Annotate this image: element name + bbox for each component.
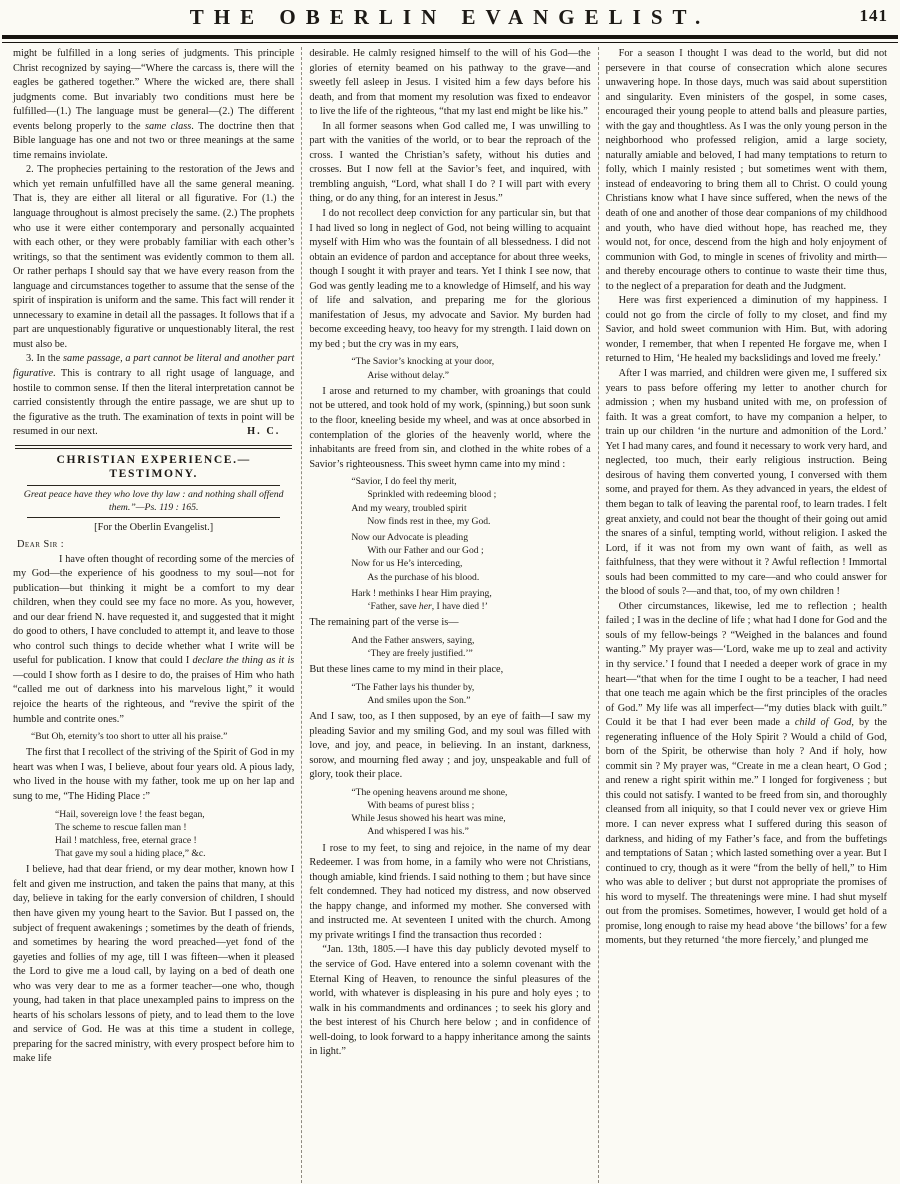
paragraph: But these lines came to my mind in their place,	[309, 664, 504, 676]
verse-line: As the purchase of his blood.	[367, 571, 480, 583]
section-rule	[27, 485, 280, 486]
verse-line: Arise without delay.”	[367, 369, 450, 381]
hymn-verse	[351, 475, 590, 528]
paragraph: 2. The prophecies pertaining to the restoration of the Jews and which yet remain unfulfilled have all the same general meaning. That is, they are either all literal or all figurative. For (1.) the language throughout is almost precisely the same. (2.) The prophets who use it were either contemporary and personally acquainted with each other, or they were probably familiar with each other’s writings, so that the sentiment was evidently common to them all. Or rather perhaps I should say that we have every reason from the language and circumstances together to assume that the sense of the spirit of inspiration is uniform and the same. This fact will render it unnecessary to examine in detail all the passages. It follows that if a part are unquestionably figurative or unquestionably literal, the rest must also be.	[13, 164, 295, 350]
paragraph: For a season I thought I was dead to the world, but did not persevere in that course of consecration which alone secures unwavering hope. In those days, much was said about superstition and singularity. Even ministers of the gospel, in some cases, encouraged their young people to attend balls and pleasure parties, with the gay and thoughtless. As I was the only young person in the neighborhood who professed religion, amid a large society, naturally amiable and beloved, I had many temptations to return to folly, which I mainly resisted ; but sometimes went with them, instead of endeavoring to bring them all to Christ. O could young Christians know what I have since suffered, when the news of the death of one and another of those dear companions of my childhood and youth, who have died without hope, has reached me, they would not, for once, descend from the high and holy enjoyment of communion with God, to mingle in scenes of frivolity and mirth—and thereby encourage others to continue to waste their time thus, to the neglect of a preparation for death and the Judgment.	[605, 48, 887, 292]
hymn-verse	[351, 531, 590, 584]
paragraph: The remaining part of the verse is—	[309, 617, 459, 629]
paragraph: Here was first experienced a diminution of my happiness. I could not go from the circle of folly to my closet, and find my Savior, and hold sweet communion with Him. But, with adoring wonder, I remember, that when I repented He forgave me, when I returned to Him, ‘He healed my backslidings and loved me freely.’	[605, 295, 887, 365]
verse-line: “Savior, I do feel thy merit,	[351, 476, 457, 488]
verse-line: “The Savior’s knocking at your door,	[351, 356, 495, 368]
column-1	[6, 47, 301, 1183]
paragraph: The first that I recollect of the striving of the Spirit of God in my heart was when I was, I believe, about four years old. A pious lady, who lived in the house with my father, took me up on her lap and sung to me, “The Hiding Place :”	[13, 747, 295, 802]
hymn-verse	[351, 786, 590, 839]
verse-line: Hail ! matchless, free, eternal grace !	[55, 834, 197, 846]
verse-line: “The Father lays his thunder by,	[351, 681, 475, 693]
verse-line: “Hail, sovereign love ! the feast began,	[55, 808, 205, 820]
hymn-verse	[55, 808, 294, 861]
verse-line: Hark ! methinks I hear Him praying,	[351, 587, 492, 599]
column-3	[599, 47, 894, 1183]
verse-line: ‘They are freely justified.’”	[367, 647, 473, 659]
salutation: Dear Sir :	[17, 539, 65, 550]
paragraph: I arose and returned to my chamber, with groanings that could not be uttered, and took hold of my work, (spinning,) but soon sunk to the floor, kneeling beside my wheel, and was at once absorbed in contemplation of the glories of the heavenly world, where the inhabitants are freed from sin, and clothed in the white robes of a Savior’s righteousness. This sweet hymn came into my mind :	[309, 385, 591, 470]
verse-line: And smiles upon the Son.”	[367, 694, 471, 706]
paragraph: I rose to my feet, to sing and rejoice, in the name of my dear Redeemer. I was from home, in a family who were not Christians, though amiable, kind friends. I said nothing to them ; but have since felt condemned. They had noticed my distress, and now observed the happy change, and informed my mother. She conversed with and instructed me. At seventeen I united with the church. Among my private writings I find the transaction thus recorded :	[309, 842, 591, 941]
paragraph: I believe, had that dear friend, or my dear mother, known how I felt and given me instruction, and taken the pains that many, at this day, believe in taking for the early conversion of children, I should then have given my young heart to the Savior. But I passed on, the subject of frequent awakenings ; sometimes by the death of friends, and sometimes by hearing the word preached—yet fond of the gayeties and follies of my age, till I was fifteen—when it pleased the Lord to give me a loud call, by laying on a bed of death one who was very dear to me as a former teacher—one who, though young, had taken in that place unexampled pains to impress on the hearts of his scholars lessons of piety, and to lead them to the love and service of God. He was at this time a student in college, preparing for the sacred ministry, with every prospect before him to make life	[13, 864, 295, 1065]
paragraph: And I saw, too, as I then supposed, by an eye of faith—I saw my pleading Savior and my smiling God, and my soul was filled with love, and joy, and peace, in believing. In an instant, darkness, sorow, and mourning fled away ; and joy, unspeakable and full of glory, took their place.	[309, 711, 591, 781]
verse-line: “The opening heavens around me shone,	[351, 786, 508, 798]
verse-line: Sprinkled with redeeming blood ;	[367, 489, 497, 501]
paragraph: Other circumstances, likewise, led me to reflection ; health failed ; I was in the decline of life ; what had I done for God and the souls of my fellow-beings ? “Weighed in the balances and found wanting.” My prayer was—‘Lord, wake me up to zeal and activity in thy service.’ I found that I needed a deeper work of grace in my heart—“that when for the time I ought to be a teacher, I had need that one teach me again which be the first principles of the oracles of God.” My life was all imperfect—“my duties black with guilt.” Could it be that I had ever been made a child of God, by the regenerating influence of the Holy Spirit ? Would a child of God, born of the Spirit, be otherwise than holy ? And if holy, how commit sin ? My prayer was, “Create in me a clean heart, O God ; and renew a right spirit within me.” I longed for forgiveness ; but this could not satisfy. I wanted to be freed from sin, and thoroughly cleansed from all iniquity, so that I could never vex or grieve Him more. I can never express what I suffered during this season of darkness, and hiding of my Father’s face, and from the buffetings and temptations of Satan ; which lasted something over a year. But I continued to cry, though as it were “from the belly of hell,” to Him who was able to deliver ; but durst not appropriate the promises of his word to myself. The threatenings were mine. I had shut myself out from the promises. Sometimes, however, I would get hold of a promise, long enough to raise my head above ‘the billows’ for a few moments, but they returned ‘the more fiercely,’ and plunged me	[605, 600, 887, 947]
article-heading: CHRISTIAN EXPERIENCE.—TESTIMONY.	[56, 452, 251, 481]
masthead-rule	[2, 35, 898, 43]
verse-line: And my weary, troubled spirit	[351, 502, 467, 514]
scripture-epigraph: Great peace have they who love thy law : and nothing shall offend them.”—Ps. 119 : 165.	[23, 488, 284, 513]
paragraph: After I was married, and children were given me, I suffered six years to pass before offering my letter to another church for admission ; when my husband united with me, on profession of faith. It was a great comfort, to have my companion a helper, to train up our children ‘in the nurture and admonition of the Lord.’ Yet I had many cares, and found it necessary to work very hard, and neglected, too much, their early religious instruction. Being desirous of having them converted young, I conversed with them some, and prayed for them. As they advanced in years, the eldest of them began to talk of leaving the parental roof, to learn trades. I felt great anxiety, and could not bear the thought of their going out amid the snares of a sinful, tempting world, without religion. I asked the Lord, if it was not from my own want of faith, as well as faithfulness, that they were without it ? Awful reflection ! Immortal souls had been committed to my care—and who could answer for the blood of souls ?—and that, too, of my own children !	[605, 368, 887, 598]
paragraph: “Jan. 13th, 1805.—I have this day publicly devoted myself to the service of God. Have entered into a solemn covenant with the Eternal King of Heaven, to renounce the sinful pleasures of the world, with whatever is displeasing in his pure and holy eyes ; to walk in his commandments and ordinances ; to seek his glory and the best interest of his Church here below ; and in confidence of well-doing, to look forward to a happy inheritance among the saints in light.”	[309, 944, 591, 1058]
verse-line: Now for us He’s interceding,	[351, 558, 463, 570]
verse-line: And the Father answers, saying,	[351, 634, 475, 646]
hymn-verse	[351, 634, 590, 660]
column-2	[302, 47, 597, 1183]
page-number: 141	[859, 6, 888, 25]
verse-line: ‘Father, save her, I have died !’	[367, 601, 488, 612]
masthead	[0, 0, 900, 34]
verse-line: Now finds rest in thee, my God.	[367, 515, 491, 527]
verse-line: With our Father and our God ;	[367, 545, 484, 557]
verse-line: While Jesus showed his heart was mine,	[351, 813, 506, 825]
paragraph: In all former seasons when God called me, I was unwilling to part with the vanities of the world, or to bear the reproach of the cross. I wanted the Christian’s safety, without his duties and crosses. But I now fell at the Savior’s feet, and inquired, with trembling anguish, “Lord, what shall I do ? I will part with every thing, or do any thing, for an interest in Jesus.”	[309, 120, 591, 205]
paragraph: desirable. He calmly resigned himself to the will of his God—the glories of eternity beamed on his pathway to the grave—and sweetly fell asleep in Jesus. I visited him a few days before his death, and from that moment my resolution was fixed to endeavor to live the life of the righteous, “that my last end might be like his.”	[309, 48, 591, 118]
newspaper-title: THE OBERLIN EVANGELIST.	[189, 5, 711, 29]
author-initials: H. C.	[247, 426, 281, 438]
paragraph: I do not recollect deep conviction for any particular sin, but that I had lived so long in neglect of God, not being willing to acquaint myself with Him who was the fountain of all blessedness. I did not obtain an evidence of pardon and acceptance for about three weeks, though I sought it with prayer and tears. Yet I think I see now, that God was gently leading me to a knowledge of Himself, and his way of life and salvation, and preparing me for the glorious manifestation of Jesus, my advocate and Savior. My burden had become exceeding heavy, too heavy for my strength. I laid down on my bed ; but the cry was in my ears,	[309, 208, 591, 350]
hymn-verse	[351, 587, 590, 613]
section-double-rule	[15, 445, 292, 449]
hymn-verse	[351, 355, 590, 381]
verse-line: That gave my soul a hiding place,” &c.	[55, 848, 206, 860]
verse-line: The scheme to rescue fallen man !	[55, 821, 187, 833]
inline-quote: “But Oh, eternity’s too short to utter all his praise.”	[31, 731, 228, 743]
verse-line: Now our Advocate is pleading	[351, 531, 469, 543]
hymn-verse	[351, 681, 590, 707]
paragraph: I have often thought of recording some of the mercies of my God—the experience of his goodness to my soul—not for publication—but thinking it might be a comfort to my dear children, when they could see my face no more. As you, however, and our dear friend N. have requested it, and suggested that it might do good to others, I have concluded to attempt it, and leave to those who control such things to decide whether what I write will be useful for publication. I know that could I declare the thing as it is—could I show forth as I desire to do, the praises of Him who hath “called me out of darkness into his marvelous light,” it would rejoice the hearts of the righteous, and “revive the spirit of the humble and contrite ones.”	[13, 553, 295, 725]
verse-line: And whispered I was his.”	[367, 826, 469, 838]
paragraph: might be fulfilled in a long series of judgments. This principle Christ recognized by saying—“Where the carcass is, there will the eagles be gathered together.” Where the wicked are, there shall judgments come. But invariably two conditions must here be fulfilled—(1.) The language must be general—(2.) The different events belong properly to the same class. The doctrine then that Bible language has one and not two or three meanings at the same time remains inviolate.	[13, 48, 295, 161]
paragraph: 3. In the same passage, a part cannot be literal and another part figurative. This is contrary to all right usage of language, and hostile to common sense. If then the literal interpretation cannot be carried consistently through the entire passage, we are shut up to the figurative as the truth. The examination of texts in point will be resumed in our next. H. C.	[13, 352, 294, 439]
article-attribution: [For the Oberlin Evangelist.]	[94, 522, 214, 534]
verse-line: With beams of purest bliss ;	[367, 800, 475, 812]
section-rule	[27, 517, 280, 518]
column-layout	[0, 43, 900, 1183]
